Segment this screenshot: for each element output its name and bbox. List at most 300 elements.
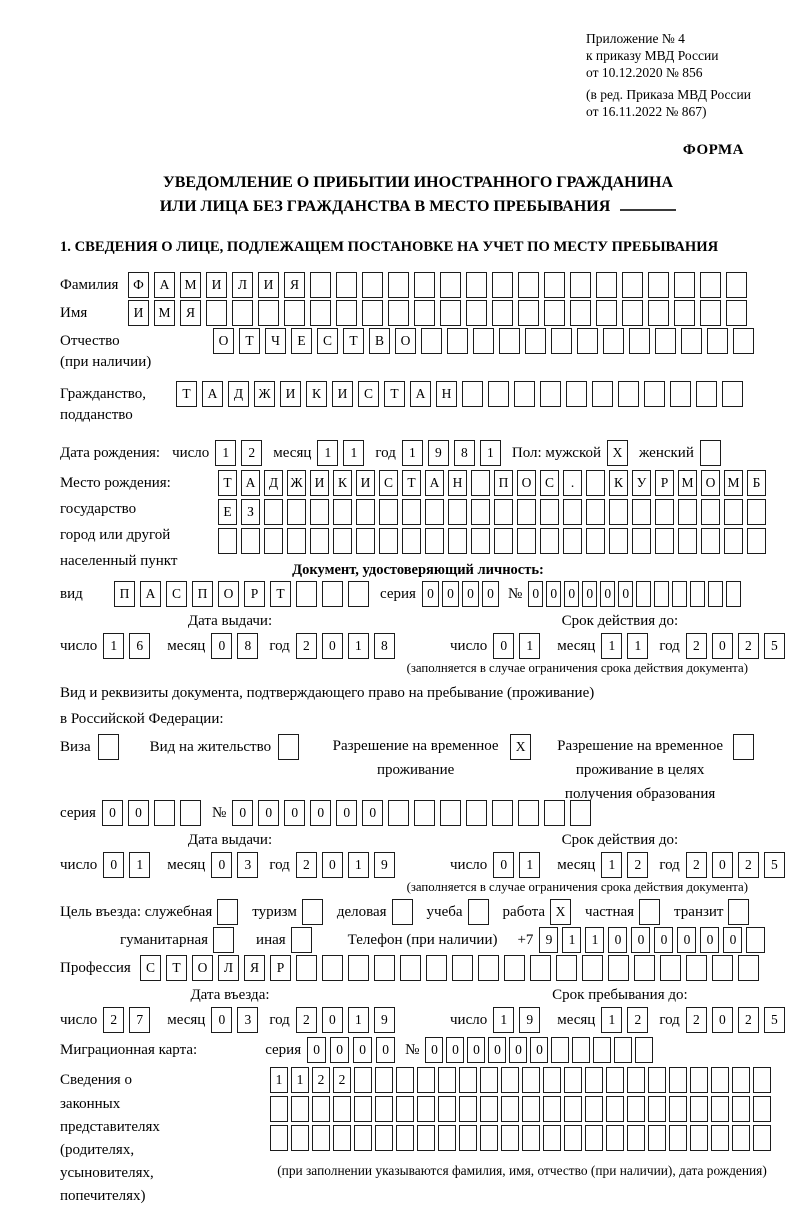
form-cell[interactable]	[708, 581, 723, 607]
form-cell[interactable]: Р	[270, 955, 291, 981]
form-cell[interactable]	[525, 328, 546, 354]
form-cell[interactable]: К	[609, 470, 628, 496]
form-cell[interactable]: 0	[442, 581, 459, 607]
form-cell[interactable]: О	[701, 470, 720, 496]
form-cell[interactable]: 1	[519, 852, 540, 878]
form-cell[interactable]	[732, 1096, 750, 1122]
form-cell[interactable]	[540, 381, 561, 407]
form-cell[interactable]	[563, 528, 582, 554]
form-cell[interactable]: 0	[211, 633, 232, 659]
form-cell[interactable]	[655, 499, 674, 525]
form-cell[interactable]	[514, 381, 535, 407]
form-cell[interactable]	[596, 272, 617, 298]
form-cell[interactable]	[606, 1096, 624, 1122]
form-cell[interactable]: 1	[343, 440, 364, 466]
form-cell[interactable]	[438, 1067, 456, 1093]
form-cell[interactable]	[462, 381, 483, 407]
form-cell[interactable]	[639, 899, 660, 925]
form-cell[interactable]	[459, 1125, 477, 1151]
form-cell[interactable]: 1	[103, 633, 124, 659]
form-cell[interactable]: О	[395, 328, 416, 354]
form-cell[interactable]: 0	[232, 800, 253, 826]
form-cell[interactable]	[518, 800, 539, 826]
form-cell[interactable]	[606, 1125, 624, 1151]
form-cell[interactable]	[672, 581, 687, 607]
form-cell[interactable]	[478, 955, 499, 981]
form-cell[interactable]	[660, 955, 681, 981]
form-cell[interactable]: 1	[585, 927, 604, 953]
form-cell[interactable]	[492, 272, 513, 298]
form-cell[interactable]	[518, 300, 539, 326]
form-cell[interactable]	[635, 1037, 653, 1063]
form-cell[interactable]	[564, 1125, 582, 1151]
form-cell[interactable]: 2	[627, 1007, 648, 1033]
form-cell[interactable]	[726, 272, 747, 298]
form-cell[interactable]	[241, 528, 260, 554]
form-cell[interactable]: Я	[284, 272, 305, 298]
form-cell[interactable]	[414, 272, 435, 298]
form-cell[interactable]	[648, 300, 669, 326]
form-cell[interactable]: О	[213, 328, 234, 354]
form-cell[interactable]	[726, 581, 741, 607]
form-cell[interactable]	[669, 1096, 687, 1122]
form-cell[interactable]	[480, 1125, 498, 1151]
form-cell[interactable]: У	[632, 470, 651, 496]
form-cell[interactable]: Ж	[287, 470, 306, 496]
form-cell[interactable]	[333, 1125, 351, 1151]
form-cell[interactable]	[459, 1067, 477, 1093]
form-cell[interactable]	[544, 800, 565, 826]
form-cell[interactable]: X	[510, 734, 531, 760]
form-cell[interactable]	[627, 1067, 645, 1093]
form-cell[interactable]	[270, 1125, 288, 1151]
form-cell[interactable]	[375, 1125, 393, 1151]
form-cell[interactable]: 5	[764, 633, 785, 659]
form-cell[interactable]	[634, 955, 655, 981]
form-cell[interactable]	[700, 440, 721, 466]
form-cell[interactable]	[700, 272, 721, 298]
form-cell[interactable]	[217, 899, 238, 925]
form-cell[interactable]: 0	[353, 1037, 372, 1063]
form-cell[interactable]	[425, 499, 444, 525]
form-cell[interactable]: 2	[103, 1007, 124, 1033]
form-cell[interactable]	[471, 528, 490, 554]
form-cell[interactable]: 1	[348, 852, 369, 878]
form-cell[interactable]	[627, 1125, 645, 1151]
form-cell[interactable]	[701, 499, 720, 525]
form-cell[interactable]: 2	[312, 1067, 330, 1093]
form-cell[interactable]: 0	[677, 927, 696, 953]
form-cell[interactable]	[517, 528, 536, 554]
form-cell[interactable]	[622, 272, 643, 298]
form-cell[interactable]	[213, 927, 234, 953]
form-cell[interactable]: А	[154, 272, 175, 298]
form-cell[interactable]	[517, 499, 536, 525]
form-cell[interactable]	[287, 528, 306, 554]
form-cell[interactable]: 0	[103, 852, 124, 878]
form-cell[interactable]: 0	[654, 927, 673, 953]
form-cell[interactable]	[421, 328, 442, 354]
form-cell[interactable]: 2	[738, 1007, 759, 1033]
form-cell[interactable]	[655, 528, 674, 554]
form-cell[interactable]: 2	[296, 633, 317, 659]
form-cell[interactable]: 0	[102, 800, 123, 826]
form-cell[interactable]	[572, 1037, 590, 1063]
form-cell[interactable]	[544, 272, 565, 298]
form-cell[interactable]: 0	[488, 1037, 506, 1063]
form-cell[interactable]	[501, 1096, 519, 1122]
form-cell[interactable]	[466, 800, 487, 826]
form-cell[interactable]	[753, 1096, 771, 1122]
form-cell[interactable]: 1	[270, 1067, 288, 1093]
form-cell[interactable]	[312, 1096, 330, 1122]
form-cell[interactable]: С	[540, 470, 559, 496]
form-cell[interactable]: 1	[317, 440, 338, 466]
form-cell[interactable]: М	[678, 470, 697, 496]
form-cell[interactable]: С	[379, 470, 398, 496]
form-cell[interactable]: З	[241, 499, 260, 525]
form-cell[interactable]	[333, 499, 352, 525]
form-cell[interactable]	[417, 1067, 435, 1093]
form-cell[interactable]	[564, 1096, 582, 1122]
form-cell[interactable]	[180, 800, 201, 826]
form-cell[interactable]: 0	[322, 633, 343, 659]
form-cell[interactable]	[690, 1125, 708, 1151]
form-cell[interactable]: Я	[244, 955, 265, 981]
form-cell[interactable]: 0	[307, 1037, 326, 1063]
form-cell[interactable]	[728, 899, 749, 925]
form-cell[interactable]	[501, 1125, 519, 1151]
form-cell[interactable]: 0	[322, 852, 343, 878]
form-cell[interactable]	[627, 1096, 645, 1122]
form-cell[interactable]: 1	[480, 440, 501, 466]
form-cell[interactable]: 1	[601, 633, 622, 659]
form-cell[interactable]	[753, 1067, 771, 1093]
form-cell[interactable]: X	[550, 899, 571, 925]
form-cell[interactable]	[438, 1125, 456, 1151]
form-cell[interactable]: 2	[241, 440, 262, 466]
form-cell[interactable]	[348, 955, 369, 981]
form-cell[interactable]: 1	[348, 1007, 369, 1033]
form-cell[interactable]	[494, 528, 513, 554]
form-cell[interactable]: 0	[446, 1037, 464, 1063]
form-cell[interactable]: 2	[686, 1007, 707, 1033]
form-cell[interactable]	[392, 899, 413, 925]
form-cell[interactable]	[648, 1067, 666, 1093]
form-cell[interactable]	[648, 272, 669, 298]
form-cell[interactable]: Т	[402, 470, 421, 496]
form-cell[interactable]: Д	[264, 470, 283, 496]
form-cell[interactable]: Л	[218, 955, 239, 981]
form-cell[interactable]	[466, 300, 487, 326]
form-cell[interactable]	[284, 300, 305, 326]
form-cell[interactable]	[291, 1096, 309, 1122]
form-cell[interactable]	[606, 1067, 624, 1093]
form-cell[interactable]	[400, 955, 421, 981]
form-cell[interactable]: 0	[564, 581, 579, 607]
form-cell[interactable]: 3	[237, 852, 258, 878]
form-cell[interactable]	[543, 1096, 561, 1122]
form-cell[interactable]	[570, 272, 591, 298]
form-cell[interactable]	[440, 300, 461, 326]
form-cell[interactable]: Т	[343, 328, 364, 354]
form-cell[interactable]	[686, 955, 707, 981]
form-cell[interactable]: С	[166, 581, 187, 607]
form-cell[interactable]	[655, 328, 676, 354]
form-cell[interactable]	[322, 581, 343, 607]
form-cell[interactable]	[291, 927, 312, 953]
form-cell[interactable]	[291, 1125, 309, 1151]
form-cell[interactable]	[690, 581, 705, 607]
form-cell[interactable]: Я	[180, 300, 201, 326]
form-cell[interactable]: 0	[362, 800, 383, 826]
form-cell[interactable]	[440, 272, 461, 298]
form-cell[interactable]: 0	[422, 581, 439, 607]
form-cell[interactable]: С	[358, 381, 379, 407]
form-cell[interactable]	[312, 1125, 330, 1151]
form-cell[interactable]: 5	[764, 1007, 785, 1033]
form-cell[interactable]	[379, 528, 398, 554]
form-cell[interactable]: В	[369, 328, 390, 354]
form-cell[interactable]	[232, 300, 253, 326]
form-cell[interactable]: 0	[493, 852, 514, 878]
form-cell[interactable]: 0	[712, 1007, 733, 1033]
form-cell[interactable]	[711, 1125, 729, 1151]
form-cell[interactable]	[310, 300, 331, 326]
form-cell[interactable]: М	[724, 470, 743, 496]
form-cell[interactable]	[494, 499, 513, 525]
form-cell[interactable]	[388, 300, 409, 326]
form-cell[interactable]: К	[333, 470, 352, 496]
form-cell[interactable]: 0	[330, 1037, 349, 1063]
form-cell[interactable]	[544, 300, 565, 326]
form-cell[interactable]: 0	[211, 852, 232, 878]
form-cell[interactable]: И	[280, 381, 301, 407]
form-cell[interactable]: Т	[270, 581, 291, 607]
form-cell[interactable]	[375, 1067, 393, 1093]
form-cell[interactable]	[678, 528, 697, 554]
form-cell[interactable]: Л	[232, 272, 253, 298]
form-cell[interactable]: 9	[519, 1007, 540, 1033]
form-cell[interactable]	[206, 300, 227, 326]
form-cell[interactable]: А	[241, 470, 260, 496]
form-cell[interactable]: 0	[467, 1037, 485, 1063]
form-cell[interactable]	[563, 499, 582, 525]
form-cell[interactable]: И	[206, 272, 227, 298]
form-cell[interactable]	[732, 1125, 750, 1151]
form-cell[interactable]	[356, 499, 375, 525]
form-cell[interactable]: 0	[509, 1037, 527, 1063]
form-cell[interactable]: А	[140, 581, 161, 607]
form-cell[interactable]: А	[425, 470, 444, 496]
form-cell[interactable]: Т	[239, 328, 260, 354]
form-cell[interactable]	[258, 300, 279, 326]
form-cell[interactable]: Т	[384, 381, 405, 407]
form-cell[interactable]	[396, 1067, 414, 1093]
form-cell[interactable]	[711, 1067, 729, 1093]
form-cell[interactable]	[98, 734, 119, 760]
form-cell[interactable]: 0	[482, 581, 499, 607]
form-cell[interactable]: Т	[176, 381, 197, 407]
form-cell[interactable]	[154, 800, 175, 826]
form-cell[interactable]	[354, 1125, 372, 1151]
form-cell[interactable]	[551, 328, 572, 354]
form-cell[interactable]	[388, 800, 409, 826]
form-cell[interactable]	[648, 1125, 666, 1151]
form-cell[interactable]: 1	[493, 1007, 514, 1033]
form-cell[interactable]: О	[517, 470, 536, 496]
form-cell[interactable]	[629, 328, 650, 354]
form-cell[interactable]: Б	[747, 470, 766, 496]
form-cell[interactable]: И	[356, 470, 375, 496]
form-cell[interactable]	[322, 955, 343, 981]
form-cell[interactable]	[540, 528, 559, 554]
form-cell[interactable]	[566, 381, 587, 407]
form-cell[interactable]: 1	[129, 852, 150, 878]
form-cell[interactable]	[473, 328, 494, 354]
form-cell[interactable]: 9	[374, 852, 395, 878]
form-cell[interactable]	[466, 272, 487, 298]
form-cell[interactable]	[471, 470, 490, 496]
form-cell[interactable]	[712, 955, 733, 981]
form-cell[interactable]	[296, 955, 317, 981]
form-cell[interactable]	[585, 1067, 603, 1093]
form-cell[interactable]: 0	[600, 581, 615, 607]
form-cell[interactable]	[632, 528, 651, 554]
form-cell[interactable]	[522, 1067, 540, 1093]
form-cell[interactable]	[551, 1037, 569, 1063]
form-cell[interactable]: С	[317, 328, 338, 354]
form-cell[interactable]: 0	[462, 581, 479, 607]
form-cell[interactable]	[681, 328, 702, 354]
form-cell[interactable]	[447, 328, 468, 354]
form-cell[interactable]: Т	[218, 470, 237, 496]
form-cell[interactable]	[354, 1067, 372, 1093]
form-cell[interactable]: Н	[436, 381, 457, 407]
form-cell[interactable]	[732, 1067, 750, 1093]
form-cell[interactable]	[753, 1125, 771, 1151]
form-cell[interactable]	[636, 581, 651, 607]
form-cell[interactable]	[518, 272, 539, 298]
form-cell[interactable]	[310, 272, 331, 298]
form-cell[interactable]: 2	[333, 1067, 351, 1093]
form-cell[interactable]: 6	[129, 633, 150, 659]
form-cell[interactable]: А	[202, 381, 223, 407]
form-cell[interactable]	[543, 1125, 561, 1151]
form-cell[interactable]	[396, 1125, 414, 1151]
form-cell[interactable]	[440, 800, 461, 826]
form-cell[interactable]	[336, 272, 357, 298]
form-cell[interactable]: Р	[244, 581, 265, 607]
form-cell[interactable]	[522, 1125, 540, 1151]
form-cell[interactable]: 3	[237, 1007, 258, 1033]
form-cell[interactable]: Е	[218, 499, 237, 525]
form-cell[interactable]	[582, 955, 603, 981]
form-cell[interactable]: М	[180, 272, 201, 298]
form-cell[interactable]: 2	[296, 852, 317, 878]
form-cell[interactable]	[402, 499, 421, 525]
form-cell[interactable]: 9	[428, 440, 449, 466]
form-cell[interactable]: И	[310, 470, 329, 496]
form-cell[interactable]: 1	[601, 1007, 622, 1033]
form-cell[interactable]	[264, 499, 283, 525]
form-cell[interactable]: 0	[258, 800, 279, 826]
form-cell[interactable]	[632, 499, 651, 525]
form-cell[interactable]	[592, 381, 613, 407]
form-cell[interactable]	[701, 528, 720, 554]
form-cell[interactable]	[585, 1125, 603, 1151]
form-cell[interactable]	[609, 528, 628, 554]
form-cell[interactable]	[593, 1037, 611, 1063]
form-cell[interactable]	[374, 955, 395, 981]
form-cell[interactable]: 0	[322, 1007, 343, 1033]
form-cell[interactable]: 2	[627, 852, 648, 878]
form-cell[interactable]	[540, 499, 559, 525]
form-cell[interactable]	[414, 300, 435, 326]
form-cell[interactable]	[218, 528, 237, 554]
form-cell[interactable]: П	[114, 581, 135, 607]
form-cell[interactable]	[700, 300, 721, 326]
form-cell[interactable]: 0	[631, 927, 650, 953]
form-cell[interactable]	[711, 1096, 729, 1122]
form-cell[interactable]	[426, 955, 447, 981]
form-cell[interactable]	[480, 1096, 498, 1122]
form-cell[interactable]	[747, 499, 766, 525]
form-cell[interactable]	[379, 499, 398, 525]
form-cell[interactable]: Н	[448, 470, 467, 496]
form-cell[interactable]: К	[306, 381, 327, 407]
form-cell[interactable]	[448, 499, 467, 525]
form-cell[interactable]: С	[140, 955, 161, 981]
form-cell[interactable]: А	[410, 381, 431, 407]
form-cell[interactable]	[570, 800, 591, 826]
form-cell[interactable]: 0	[546, 581, 561, 607]
form-cell[interactable]: 1	[562, 927, 581, 953]
form-cell[interactable]: 1	[519, 633, 540, 659]
form-cell[interactable]: Т	[166, 955, 187, 981]
form-cell[interactable]	[733, 328, 754, 354]
form-cell[interactable]	[674, 272, 695, 298]
form-cell[interactable]	[388, 272, 409, 298]
form-cell[interactable]	[543, 1067, 561, 1093]
form-cell[interactable]: 0	[528, 581, 543, 607]
form-cell[interactable]	[414, 800, 435, 826]
form-cell[interactable]: Ф	[128, 272, 149, 298]
form-cell[interactable]: 0	[608, 927, 627, 953]
form-cell[interactable]	[618, 381, 639, 407]
form-cell[interactable]	[333, 528, 352, 554]
form-cell[interactable]	[530, 955, 551, 981]
form-cell[interactable]	[492, 800, 513, 826]
form-cell[interactable]	[586, 470, 605, 496]
form-cell[interactable]: 0	[310, 800, 331, 826]
form-cell[interactable]	[586, 499, 605, 525]
form-cell[interactable]	[448, 528, 467, 554]
form-cell[interactable]: 5	[764, 852, 785, 878]
form-cell[interactable]	[726, 300, 747, 326]
form-cell[interactable]	[348, 581, 369, 607]
form-cell[interactable]: 2	[686, 633, 707, 659]
form-cell[interactable]: 8	[454, 440, 475, 466]
form-cell[interactable]: 0	[493, 633, 514, 659]
form-cell[interactable]: 0	[582, 581, 597, 607]
form-cell[interactable]	[480, 1067, 498, 1093]
form-cell[interactable]: X	[607, 440, 628, 466]
form-cell[interactable]	[310, 499, 329, 525]
form-cell[interactable]: 0	[700, 927, 719, 953]
form-cell[interactable]: 0	[128, 800, 149, 826]
form-cell[interactable]	[278, 734, 299, 760]
